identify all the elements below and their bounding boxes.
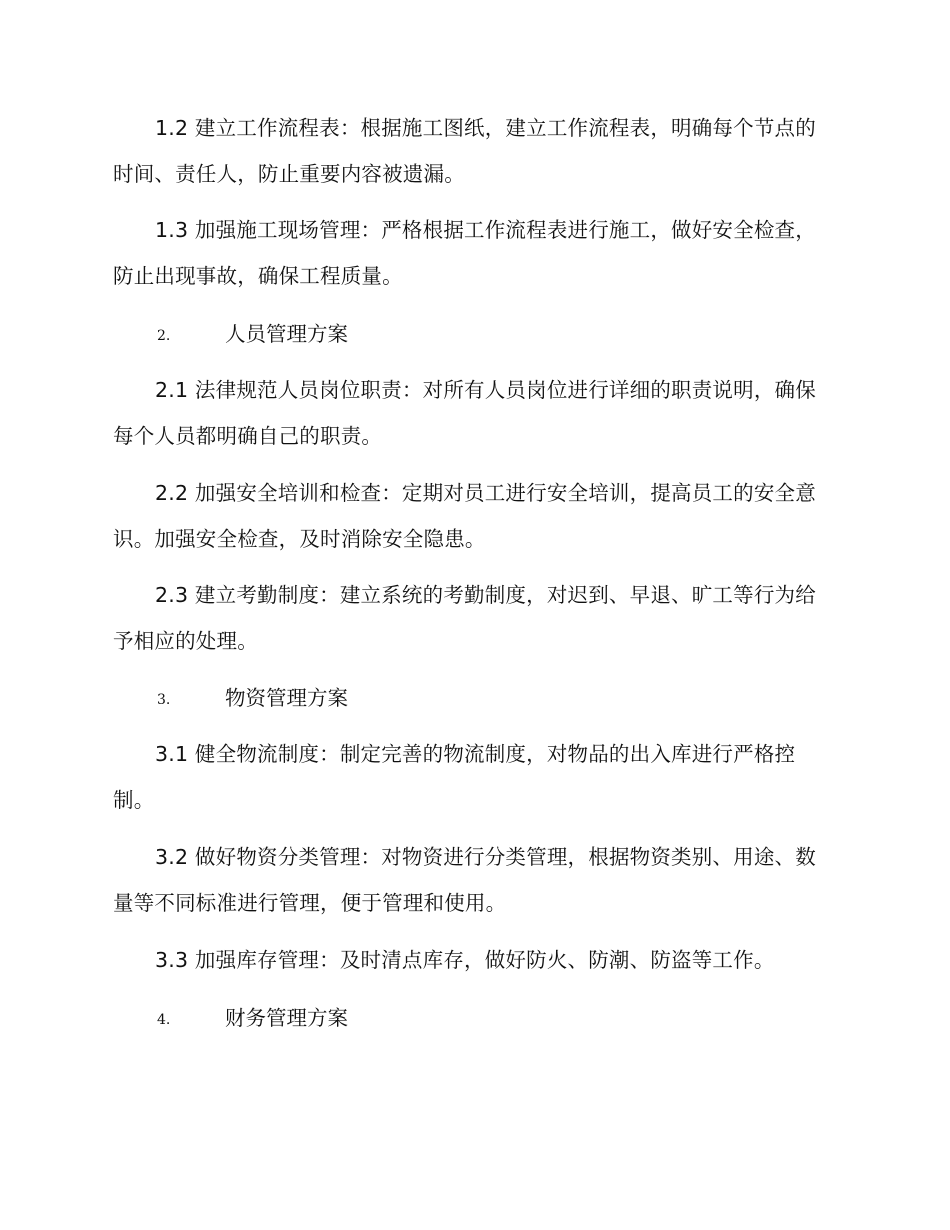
paragraph-3-3: 3.3 加强库存管理：及时清点库存，做好防火、防潮、防盗等工作。 bbox=[155, 948, 775, 972]
paragraph-3-1: 3.1 健全物流制度：制定完善的物流制度，对物品的出入库进行严格控制。 bbox=[113, 742, 796, 812]
paragraph-2-3: 2.3 建立考勤制度：建立系统的考勤制度，对迟到、早退、旷工等行为给予相应的处理。 bbox=[113, 583, 816, 653]
paragraph-2-1: 2.1 法律规范人员岗位职责：对所有人员岗位进行详细的职责说明，确保每个人员都明确自己的职责。 bbox=[113, 378, 816, 448]
paragraph-1-3: 1.3 加强施工现场管理：严格根据工作流程表进行施工，做好安全检查，防止出现事故，确保工程质量。 bbox=[113, 218, 816, 288]
section-title: 财务管理方案 bbox=[225, 1006, 348, 1030]
section-number: 2. bbox=[157, 328, 171, 344]
section-heading-2 bbox=[157, 321, 348, 349]
section-title: 人员管理方案 bbox=[225, 322, 348, 346]
paragraph-3-2: 3.2 做好物资分类管理：对物资进行分类管理，根据物资类别、用途、数量等不同标准进行管理，便于管理和使用。 bbox=[113, 845, 816, 915]
section-heading-3 bbox=[157, 685, 348, 713]
paragraph-1-2: 1.2 建立工作流程表：根据施工图纸，建立工作流程表，明确每个节点的时间、责任人，防止重要内容被遗漏。 bbox=[113, 116, 816, 186]
section-title: 物资管理方案 bbox=[225, 686, 348, 710]
paragraph-2-2: 2.2 加强安全培训和检查：定期对员工进行安全培训，提高员工的安全意识。加强安全检查，及时消除安全隐患。 bbox=[113, 481, 816, 551]
section-number: 4. bbox=[157, 1012, 171, 1028]
section-number: 3. bbox=[157, 692, 171, 708]
section-heading-4 bbox=[157, 1005, 348, 1033]
